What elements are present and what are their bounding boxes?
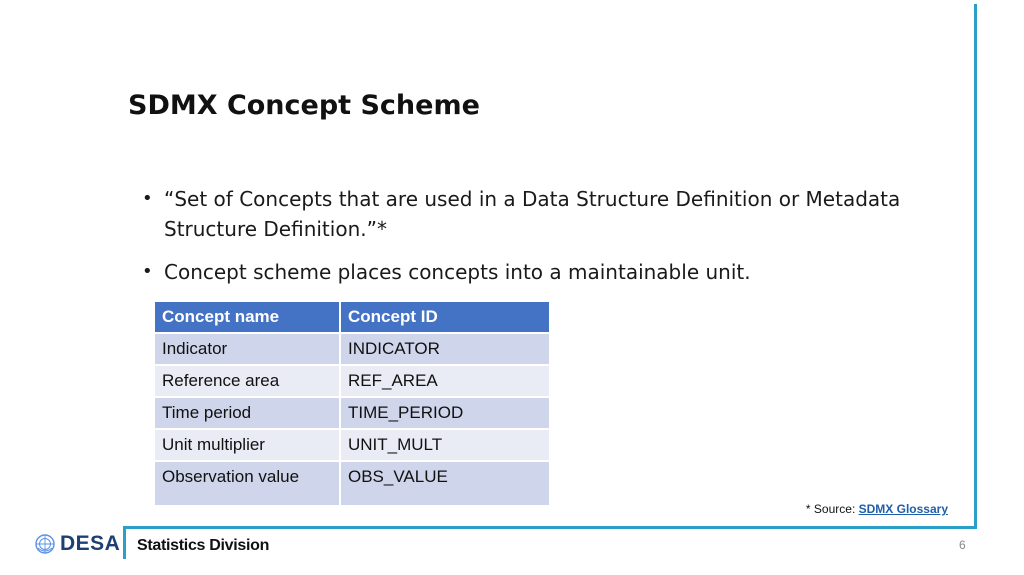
desa-logo	[35, 533, 120, 555]
cell-concept-name: Reference area	[154, 365, 340, 397]
table-header-row	[154, 301, 550, 333]
un-emblem-icon	[35, 534, 55, 554]
column-header-concept-name: Concept name	[154, 301, 340, 333]
concept-table	[153, 300, 551, 507]
bullet-icon: •	[142, 188, 153, 209]
cell-concept-id: OBS_VALUE	[340, 461, 550, 506]
frame-footer-divider	[123, 526, 126, 559]
cell-concept-name: Observation value	[154, 461, 340, 506]
table-row	[154, 333, 550, 365]
cell-concept-id: REF_AREA	[340, 365, 550, 397]
frame-right-border	[974, 4, 977, 528]
bullet-text: “Set of Concepts that are used in a Data Structure Definition or Metadata Structure Definition.”*	[164, 187, 901, 241]
table-row	[154, 365, 550, 397]
bullet-icon: •	[142, 261, 153, 282]
page-number: 6	[959, 538, 966, 552]
column-header-concept-id: Concept ID	[340, 301, 550, 333]
cell-concept-id: UNIT_MULT	[340, 429, 550, 461]
frame-bottom-border	[125, 526, 977, 529]
cell-concept-name: Time period	[154, 397, 340, 429]
table-row	[154, 397, 550, 429]
bullet-item	[140, 184, 930, 244]
table-row	[154, 461, 550, 506]
cell-concept-name: Unit multiplier	[154, 429, 340, 461]
cell-concept-name: Indicator	[154, 333, 340, 365]
bullet-text: Concept scheme places concepts into a maintainable unit.	[164, 260, 751, 284]
bullet-list	[140, 184, 930, 300]
table-row	[154, 429, 550, 461]
desa-wordmark: DESA	[60, 532, 121, 555]
slide-title: SDMX Concept Scheme	[128, 90, 480, 121]
division-label: Statistics Division	[137, 537, 270, 554]
source-note	[806, 502, 948, 516]
cell-concept-id: TIME_PERIOD	[340, 397, 550, 429]
cell-concept-id: INDICATOR	[340, 333, 550, 365]
bullet-item	[140, 257, 930, 287]
source-prefix: * Source:	[805, 502, 859, 516]
sdmx-glossary-link[interactable]: SDMX Glossary	[858, 502, 948, 516]
